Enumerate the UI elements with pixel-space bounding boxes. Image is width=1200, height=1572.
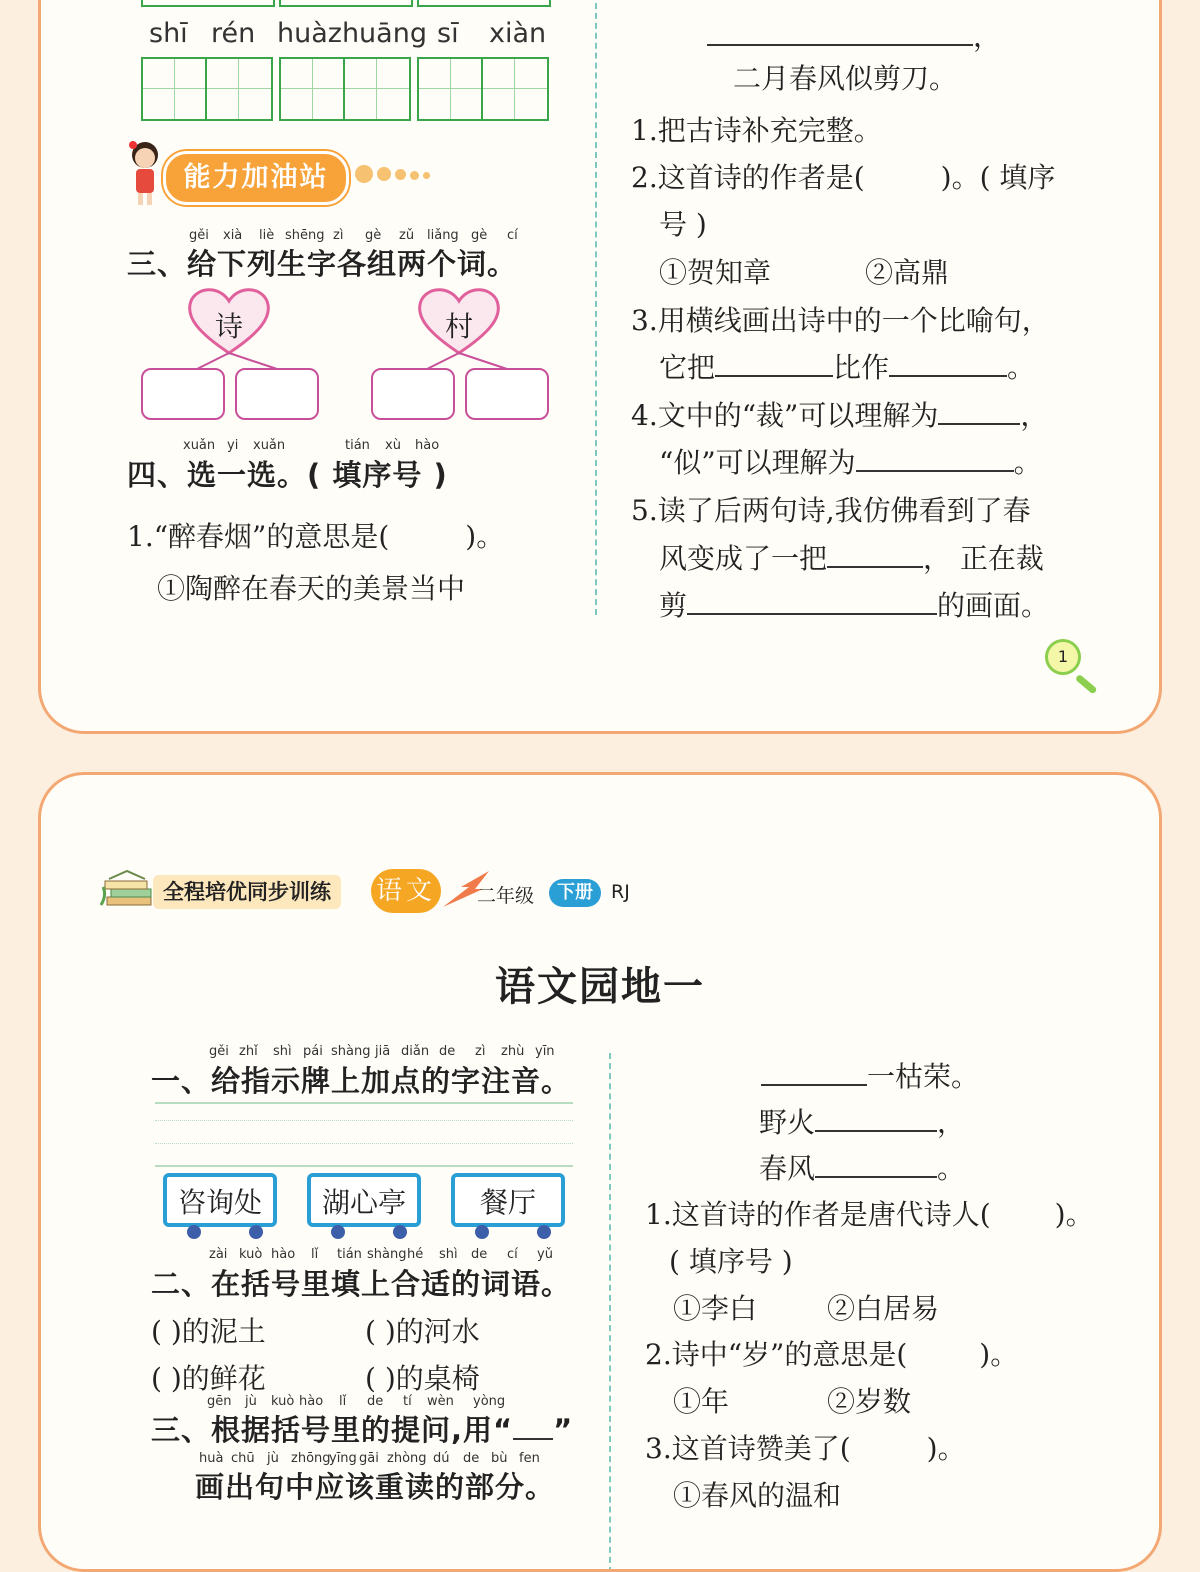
heart-char: 村: [445, 310, 474, 343]
pinyin: cí: [507, 228, 518, 243]
right-question-5-cont[interactable]: 风变成了一把 ， 正在裁: [659, 542, 1044, 575]
right-question-3: 3.用横线画出诗中的一个比喻句，: [631, 304, 1050, 337]
right-question-1-cont: ( 填序号 ): [669, 1245, 793, 1278]
wheel-icon: [187, 1225, 201, 1239]
writing-grid[interactable]: [279, 57, 411, 121]
pinyin: tián: [345, 438, 370, 453]
question-4-item-1: 1.“醉春烟”的意思是( )。: [127, 520, 505, 553]
section-banner: [163, 151, 349, 205]
option: ①春风的温和: [673, 1479, 842, 1512]
right-question-3: 3.这首诗赞美了( )。: [645, 1432, 966, 1465]
answer-box[interactable]: [141, 368, 225, 420]
pinyin: pái: [303, 1044, 323, 1059]
option: ②白居易: [827, 1292, 940, 1325]
pinyin: xià: [223, 228, 243, 243]
right-question-1: 1.把古诗补充完整。: [631, 114, 882, 147]
pinyin: yi: [227, 438, 239, 453]
option: ②岁数: [827, 1385, 912, 1418]
pinyin-label: sī: [437, 18, 459, 49]
pinyin: shàng: [331, 1044, 371, 1059]
pinyin: de: [367, 1394, 384, 1409]
answer-box[interactable]: [235, 368, 319, 420]
pinyin: shēng: [285, 228, 325, 243]
sign-board: 餐厅: [451, 1173, 565, 1227]
fill-item[interactable]: ( )的泥土: [151, 1315, 266, 1348]
pinyin-line[interactable]: [155, 1165, 573, 1167]
pinyin: fen: [519, 1451, 540, 1466]
grid-stub: [279, 0, 413, 7]
pinyin: bù: [491, 1451, 508, 1466]
right-question-5-cont2[interactable]: 剪 的画面。: [659, 589, 1050, 622]
pinyin: hào: [271, 1247, 296, 1262]
question-3-title: 三、给下列生字各组两个词。: [127, 247, 518, 281]
question-3-title: 三、根据括号里的提问,用“ ”: [151, 1413, 574, 1447]
sign-board: 湖心亭: [307, 1173, 421, 1227]
right-question-4[interactable]: 4.文中的“裁”可以理解为 ，: [631, 399, 1049, 432]
decor-dot: [395, 169, 406, 180]
pinyin: jiā: [375, 1044, 391, 1059]
pinyin: lǐ: [339, 1394, 347, 1409]
pinyin: yīng: [329, 1451, 357, 1466]
poem-line-3[interactable]: 春风 。: [759, 1152, 966, 1185]
worksheet-page-1: [38, 0, 1162, 734]
pinyin-label: shī: [149, 18, 188, 49]
pinyin: zhōng: [291, 1451, 331, 1466]
question-3-line-2: 画出句中应该重读的部分。: [195, 1470, 556, 1504]
writing-grid[interactable]: [417, 57, 549, 121]
series-banner: [153, 875, 341, 909]
answer-box[interactable]: [371, 368, 455, 420]
fill-item[interactable]: ( )的鲜花: [151, 1362, 266, 1395]
pinyin: tián: [337, 1247, 362, 1262]
option: ②高鼎: [865, 256, 950, 289]
pinyin: zhù: [501, 1044, 525, 1059]
pinyin: xuǎn: [253, 438, 286, 453]
column-divider: [609, 1053, 611, 1572]
right-question-2: 2.这首诗的作者是( )。( 填序: [631, 161, 1056, 194]
pinyin: zhǐ: [239, 1044, 258, 1059]
decor-dot: [355, 165, 373, 183]
grid-stub: [417, 0, 551, 7]
magnifier-handle-icon: [1075, 674, 1098, 695]
decor-dot: [423, 172, 430, 179]
pinyin: diǎn: [401, 1044, 430, 1059]
pinyin-label: xiàn: [489, 18, 547, 49]
pinyin-line: [155, 1143, 573, 1144]
subject-badge: [371, 869, 441, 913]
pinyin: shì: [273, 1044, 292, 1059]
poem-line-blank[interactable]: ，: [707, 15, 1001, 55]
question-4-option-1: ①陶醉在春天的美景当中: [157, 572, 466, 605]
pinyin: zì: [333, 228, 344, 243]
pinyin: zhòng: [387, 1451, 427, 1466]
grade-label: 二年级: [477, 885, 535, 907]
girl-mascot-icon: [127, 139, 163, 209]
pinyin: de: [463, 1451, 480, 1466]
pinyin-line: [155, 1102, 573, 1104]
pinyin: zǔ: [399, 228, 415, 243]
poem-line-1[interactable]: 一枯荣。: [761, 1055, 979, 1095]
pinyin: zì: [475, 1044, 486, 1059]
subject-label: 语文: [375, 876, 436, 906]
pinyin: liǎng: [427, 228, 459, 243]
pinyin: cí: [507, 1247, 518, 1262]
wheel-icon: [537, 1225, 551, 1239]
pinyin: hào: [415, 438, 440, 453]
right-question-2-cont: 号 ): [659, 208, 707, 241]
right-question-3-blanks[interactable]: 它把 比作 。: [659, 351, 1036, 384]
banner-text: 能力加油站: [183, 162, 329, 193]
right-question-4-cont[interactable]: “似”可以理解为 。: [659, 446, 1042, 479]
pinyin: gēn: [207, 1394, 232, 1409]
question-2-title: 二、在括号里填上合适的词语。: [151, 1267, 572, 1301]
heart-char: 诗: [215, 310, 244, 343]
pinyin: hé: [407, 1247, 424, 1262]
pinyin: yòng: [473, 1394, 506, 1409]
pinyin: kuò: [271, 1394, 295, 1409]
right-question-5: 5.读了后两句诗,我仿佛看到了春: [631, 494, 1031, 527]
pinyin-line: [155, 1120, 573, 1121]
question-4-title: 四、选一选。( 填序号 ): [127, 458, 448, 492]
wheel-icon: [249, 1225, 263, 1239]
pinyin: shàng: [367, 1247, 407, 1262]
pinyin-label: rén: [211, 18, 256, 49]
pinyin: yīn: [535, 1044, 555, 1059]
right-question-1: 1.这首诗的作者是唐代诗人( )。: [645, 1198, 1094, 1231]
decor-dot: [410, 171, 419, 180]
pinyin: shì: [439, 1247, 458, 1262]
pinyin: gāi: [359, 1451, 379, 1466]
pinyin: de: [471, 1247, 488, 1262]
pinyin: gěi: [189, 228, 209, 243]
pinyin: dú: [433, 1451, 450, 1466]
edition-label: RJ: [611, 881, 630, 903]
page-number: 1: [1045, 639, 1081, 675]
pinyin: gěi: [209, 1044, 229, 1059]
pinyin: xù: [385, 438, 401, 453]
question-1-title: 一、给指示牌上加点的字注音。: [151, 1064, 572, 1098]
pinyin: gè: [471, 228, 488, 243]
column-divider: [595, 3, 597, 615]
pinyin: jù: [267, 1451, 279, 1466]
fill-item[interactable]: ( )的河水: [365, 1315, 480, 1348]
book-stack-icon: [99, 867, 157, 911]
pinyin: liè: [259, 228, 275, 243]
pinyin-label: huàzhuāng: [277, 18, 427, 49]
grid-stub: [141, 0, 275, 7]
pinyin: xuǎn: [183, 438, 216, 453]
volume-badge: 下册: [549, 879, 601, 907]
pinyin: chū: [231, 1451, 255, 1466]
poem-line-2[interactable]: 野火 ，: [759, 1106, 966, 1139]
page-title: 语文园地一: [495, 964, 705, 1010]
pinyin: wèn: [427, 1394, 454, 1409]
worksheet-page-2: [38, 772, 1162, 1572]
wheel-icon: [475, 1225, 489, 1239]
wheel-icon: [331, 1225, 345, 1239]
pinyin: jù: [245, 1394, 257, 1409]
answer-box[interactable]: [465, 368, 549, 420]
decor-dot: [377, 167, 391, 181]
fill-item[interactable]: ( )的桌椅: [365, 1362, 480, 1395]
pinyin: tí: [403, 1394, 412, 1409]
option: ①李白: [673, 1292, 758, 1325]
pinyin: de: [439, 1044, 456, 1059]
series-title: 全程培优同步训练: [163, 880, 331, 904]
sign-board: 咨询处: [163, 1173, 277, 1227]
pinyin: huà: [199, 1451, 224, 1466]
writing-grid[interactable]: [141, 57, 273, 121]
pinyin: lǐ: [311, 1247, 319, 1262]
pinyin: yǔ: [537, 1247, 553, 1262]
option: ①年: [673, 1385, 730, 1418]
right-question-2: 2.诗中“岁”的意思是( )。: [645, 1338, 1019, 1371]
pinyin: zài: [209, 1247, 228, 1262]
pinyin: gè: [365, 228, 382, 243]
pinyin: hào: [299, 1394, 324, 1409]
option: ①贺知章: [659, 256, 772, 289]
poem-line: 二月春风似剪刀。: [733, 62, 958, 95]
pinyin: kuò: [239, 1247, 263, 1262]
wheel-icon: [393, 1225, 407, 1239]
